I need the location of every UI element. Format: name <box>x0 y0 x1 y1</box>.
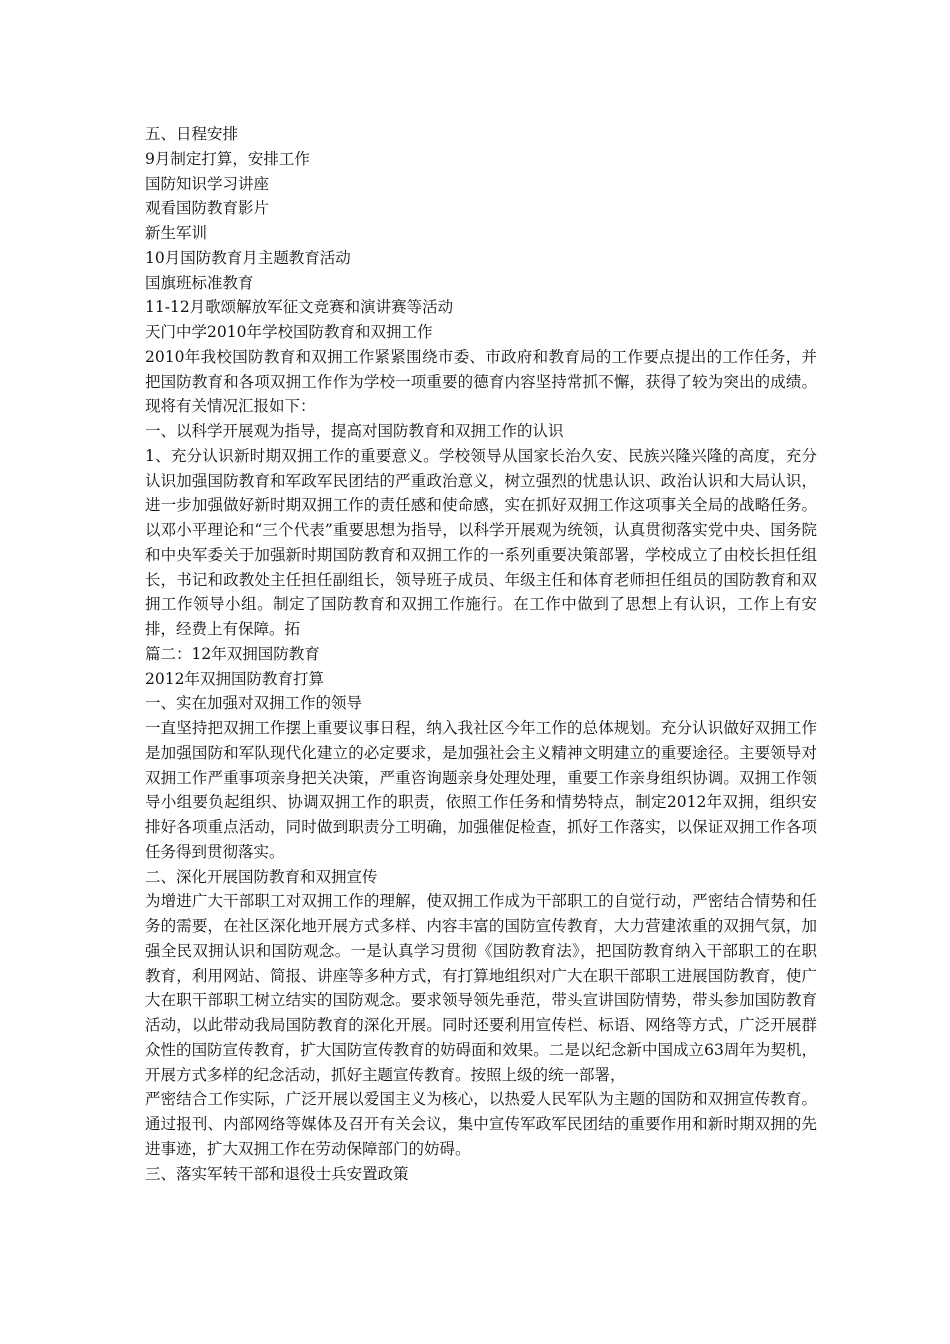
schedule-item: 新生军训 <box>145 224 208 242</box>
document-page <box>145 122 817 1186</box>
schedule-item: 国防知识学习讲座 <box>145 174 270 193</box>
paragraph: 1、充分认识新时期双拥工作的重要意义。学校领导从国家长治久安、民族兴隆兴隆的高度，充分认识加强国防教育和军政军民团结的严重政治意义，树立强烈的忧患认识、政治认识和大局认识，进一步加强做好新时期双拥工作的责任感和使命感，实在抓好双拥工作这项事关全局的战略任务。以邓小平理论和“三个代表”重要思想为指导，以科学开展观为统领，认真贯彻落实党中央、国务院和中央军委关于加强新时期国防教育和双拥工作的一系列重要决策部署，学校成立了由校长担任组长，书记和政教处主任担任副组长，领导班子成员、年级主任和体育老师担任组员的国防教育和双拥工作领导小组。制定了国防教育和双拥工作施行。在工作中做到了思想上有认识，工作上有安排，经费上有保障。拓 <box>145 446 817 638</box>
schedule-item: 国旗班标准教育 <box>145 273 254 292</box>
paragraph: 一直坚持把双拥工作摆上重要议事日程，纳入我社区今年工作的总体规划。充分认识做好双拥工作是加强国防和军队现代化建立的必定要求，是加强社会主义精神文明建立的重要途径。主要领导对双拥工作严重事项亲身把关决策，严重咨询题亲身处理处理，重要工作亲身组织协调。双拥工作领导小组要负起组织、协调双拥工作的职责，依照工作任务和情势特点，制定2012年双拥，组织安排好各项重点活动，同时做到职责分工明确，加强催促检查，抓好工作落实，以保证双拥工作各项任务得到贯彻落实。 <box>145 719 817 861</box>
schedule-item: 观看国防教育影片 <box>145 199 270 218</box>
paragraph: 严密结合工作实际，广泛开展以爱国主义为核心，以热爱人民军队为主题的国防和双拥宣传教育。通过报刊、内部网络等媒体及召开有关会议，集中宣传军政军民团结的重要作用和新时期双拥的先进事迹，扩大双拥工作在劳动保障部门的妨碍。 <box>145 1090 817 1158</box>
schedule-item: 11-12月歌颂解放军征文竞赛和演讲赛等活动 <box>145 298 454 317</box>
schedule-item: 10月国防教育月主题教育活动 <box>145 248 351 267</box>
paragraph: 为增进广大干部职工对双拥工作的理解，使双拥工作成为干部职工的自觉行动，严密结合情势和任务的需要，在社区深化地开展方式多样、内容丰富的国防宣传教育，大力营建浓重的双拥气氛，加强全民双拥认识和国防观念。一是认真学习贯彻《国防教育法》，把国防教育纳入干部职工的在职教育，利用网站、简报、讲座等多种方式，有打算地组织对广大在职干部职工进展国防教育，使广大在职干部职工树立结实的国防观念。要求领导领先垂范，带头宣讲国防情势，带头参加国防教育活动，以此带动我局国防教育的深化开展。同时还要利用宣传栏、标语、网络等方式，广泛开展群众性的国防宣传教育，扩大国防宣传教育的妨碍面和效果。二是以纪念新中国成立63周年为契机，开展方式多样的纪念活动，抓好主题宣传教育。按照上级的统一部署， <box>145 892 817 1084</box>
report-title: 天门中学2010年学校国防教育和双拥工作 <box>145 323 433 341</box>
paragraph: 2010年我校国防教育和双拥工作紧紧围绕市委、市政府和教育局的工作要点提出的工作任务，并把国防教育和各项双拥工作作为学校一项重要的德育内容坚持常抓不懈，获得了较为突出的成绩。现将有关情况汇报如下： <box>145 347 817 416</box>
schedule-item: 9月制定打算，安排工作 <box>145 149 310 168</box>
part-title: 篇二：12年双拥国防教育 <box>145 644 320 663</box>
section-heading: 三、落实军转干部和退役士兵安置政策 <box>145 1164 409 1183</box>
section-heading-schedule: 五、日程安排 <box>145 125 239 143</box>
section-heading: 一、以科学开展观为指导，提高对国防教育和双拥工作的认识 <box>145 422 564 440</box>
section-heading: 二、深化开展国防教育和双拥宣传 <box>145 867 378 886</box>
part-subtitle: 2012年双拥国防教育打算 <box>145 669 324 688</box>
section-heading: 一、实在加强对双拥工作的领导 <box>145 694 363 713</box>
